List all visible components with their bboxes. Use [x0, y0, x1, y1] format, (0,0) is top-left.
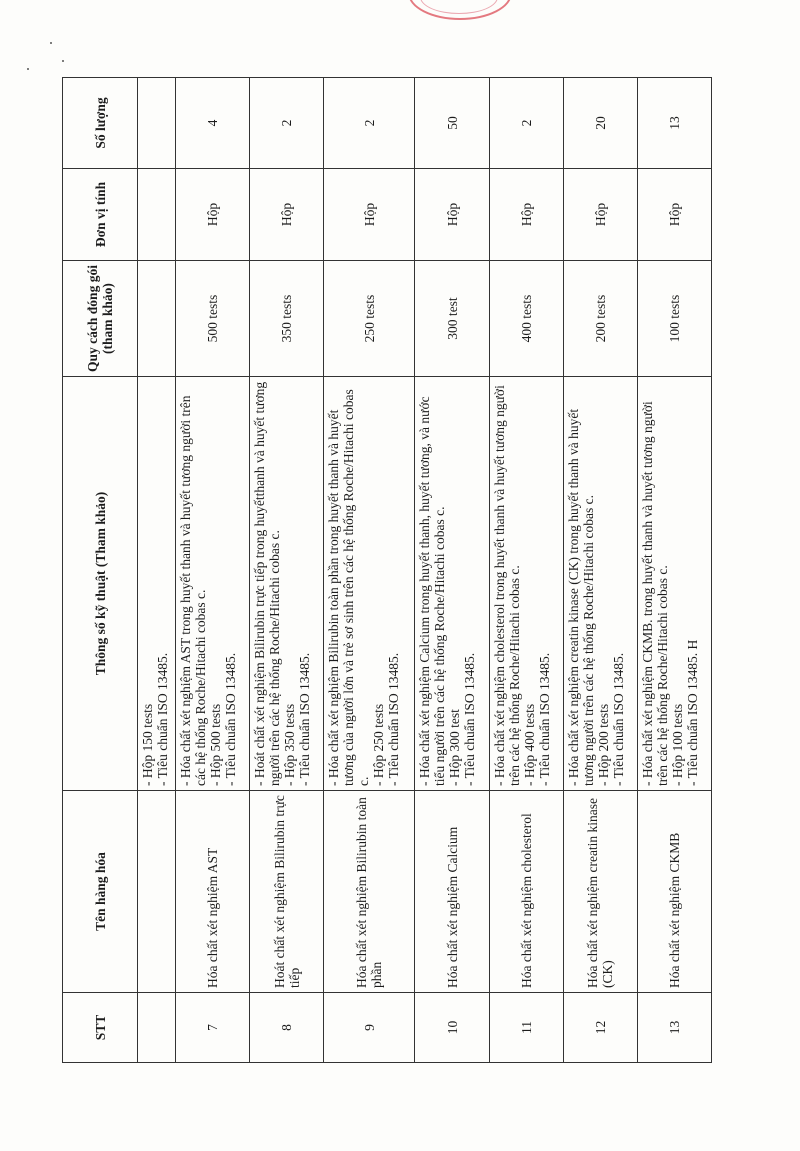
goods-spec-table	[62, 77, 712, 1063]
cell-pack: 350 tests	[250, 261, 324, 377]
header-unit: Đơn vị tính	[63, 169, 138, 261]
cell-spec	[138, 377, 176, 791]
spec-line: - Hoát chất xét nghiệm Bilirubin trực tiếp trong huyếtthanh và huyết tương người trên các hệ thống Roche/Hitachi cobas c.	[252, 381, 283, 786]
spec-line: - Tiêu chuẩn ISO 13485.	[462, 652, 478, 786]
table-row	[415, 78, 489, 1063]
cell-name: Hóa chất xét nghiệm cholesterol	[489, 791, 563, 993]
spec-line: - Hóa chất xét nghiệm AST trong huyết thanh và huyết tương người trên các hệ thống Roche/Hitachi cobas c.	[178, 395, 208, 786]
rotated-table-container	[62, 78, 712, 1063]
cell-pack	[138, 261, 176, 377]
cell-spec	[489, 377, 563, 791]
cell-stt: 8	[250, 993, 324, 1063]
spec-line: - Tiêu chuẩn ISO 13485.	[155, 652, 170, 786]
cell-qty: 2	[489, 78, 563, 169]
cell-name: Hoát chất xét nghiệm Bilirubin trực tiếp	[250, 791, 324, 993]
spec-line: - Hóa chất xét nghiệm CKMB. trong huyết thanh và huyết tương người trên các hệ thống Roche/Hitachi cobas c.	[639, 401, 670, 786]
cell-stt	[138, 993, 176, 1063]
cell-unit: Hộp	[324, 169, 415, 261]
table-row-continuation	[138, 78, 176, 1063]
cell-pack: 300 test	[415, 261, 489, 377]
spec-line: - Hóa chất xét nghiệm cholesterol trong huyết thanh và huyết tương người trên các hệ thống Roche/Hitachi cobas c.	[491, 385, 522, 786]
spec-line: - Hộp 400 tests	[521, 703, 537, 786]
table-row	[324, 78, 415, 1063]
cell-stt: 10	[415, 993, 489, 1063]
cell-spec	[176, 377, 250, 791]
header-qty: Số lượng	[63, 78, 138, 169]
cell-qty: 4	[176, 78, 250, 169]
cell-spec	[563, 377, 637, 791]
cell-qty: 2	[324, 78, 415, 169]
cell-spec	[637, 377, 711, 791]
spec-line: - Tiêu chuẩn ISO 13485. H	[684, 639, 700, 786]
scan-speck	[27, 68, 29, 70]
cell-unit: Hộp	[250, 169, 324, 261]
cell-unit	[138, 169, 176, 261]
cell-stt: 12	[563, 993, 637, 1063]
header-name: Tên hàng hóa	[63, 791, 138, 993]
spec-line: - Tiêu chuẩn ISO 13485.	[610, 652, 626, 786]
scan-speck	[62, 60, 64, 62]
cell-stt: 7	[176, 993, 250, 1063]
spec-line: - Hộp 250 tests	[371, 703, 387, 786]
cell-spec	[324, 377, 415, 791]
cell-name: Hóa chất xét nghiệm creatin kinase (CK)	[563, 791, 637, 993]
cell-unit: Hộp	[176, 169, 250, 261]
cell-unit: Hộp	[637, 169, 711, 261]
table-row	[637, 78, 711, 1063]
cell-name: Hóa chất xét nghiệm Bilirubin toàn phần	[324, 791, 415, 993]
header-spec: Thông số kỹ thuật (Tham khảo)	[63, 377, 138, 791]
spec-line: - Hộp 150 tests	[140, 703, 155, 786]
cell-stt: 11	[489, 993, 563, 1063]
spec-line: - Hộp 200 tests	[595, 703, 611, 786]
table-header-row	[63, 78, 138, 1063]
cell-pack: 400 tests	[489, 261, 563, 377]
cell-name: Hóa chất xét nghiệm Calcium	[415, 791, 489, 993]
cell-pack: 500 tests	[176, 261, 250, 377]
spec-line: - Hộp 350 tests	[282, 703, 298, 786]
table-row	[176, 78, 250, 1063]
header-stt: STT	[63, 993, 138, 1063]
cell-qty: 13	[637, 78, 711, 169]
spec-line: - Tiêu chuẩn ISO 13485.	[297, 652, 313, 786]
cell-qty: 2	[250, 78, 324, 169]
spec-line: - Hộp 300 test	[447, 709, 463, 786]
spec-line: - Hóa chất xét nghiệm Calcium trong huyết thanh, huyết tương, và nước tiểu người trên các hệ thống Roche/Hitachi cobas c.	[417, 396, 448, 786]
cell-spec	[415, 377, 489, 791]
cell-pack: 200 tests	[563, 261, 637, 377]
cell-unit: Hộp	[563, 169, 637, 261]
table-row	[563, 78, 637, 1063]
cell-pack: 100 tests	[637, 261, 711, 377]
spec-line: - Tiêu chuẩn ISO 13485.	[386, 652, 402, 786]
cell-stt: 9	[324, 993, 415, 1063]
header-pack: Quy cách đóng gói (tham khảo)	[63, 261, 138, 377]
spec-line: - Tiêu chuẩn ISO 13485.	[536, 652, 552, 786]
spec-line: - Hóa chất xét nghiệm creatin kinase (CK) trong huyết thanh và huyết tương người trên các hệ thống Roche/Hitachi cobas c.	[565, 408, 596, 786]
cell-name	[138, 791, 176, 993]
spec-line: - Hộp 500 tests	[208, 703, 223, 786]
table-row	[489, 78, 563, 1063]
table-row	[250, 78, 324, 1063]
cell-name: Hóa chất xét nghiệm CKMB	[637, 791, 711, 993]
cell-qty	[138, 78, 176, 169]
cell-unit: Hộp	[415, 169, 489, 261]
scan-speck	[50, 42, 52, 44]
cell-pack: 250 tests	[324, 261, 415, 377]
spec-line: - Tiêu chuẩn ISO 13485.	[223, 652, 238, 786]
cell-name: Hóa chất xét nghiệm AST	[176, 791, 250, 993]
spec-line: - Hóa chất xét nghiệm Bilirubin toàn phần trong huyết thanh và huyết tương của người lớn và trẻ sơ sinh trên các hệ thống Roche/Hitachi cobas c.	[326, 389, 372, 786]
cell-unit: Hộp	[489, 169, 563, 261]
spec-line: - Hộp 100 tests	[669, 703, 685, 786]
cell-qty: 20	[563, 78, 637, 169]
cell-qty: 50	[415, 78, 489, 169]
cell-stt: 13	[637, 993, 711, 1063]
cell-spec	[250, 377, 324, 791]
